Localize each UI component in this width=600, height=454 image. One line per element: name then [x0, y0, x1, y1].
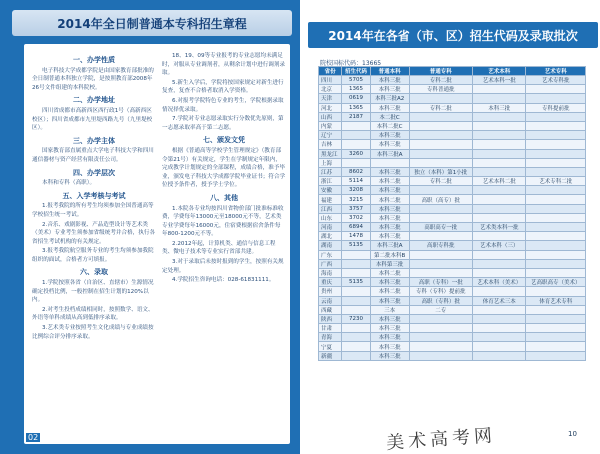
table-cell [526, 204, 586, 213]
table-cell [409, 250, 473, 259]
table-cell: 本科三批 [370, 140, 409, 149]
table-cell: 山东 [319, 213, 342, 222]
table-cell: 本科二批C [370, 121, 409, 130]
table-cell: 高职（高专）批 [409, 195, 473, 204]
admission-table-header [319, 67, 586, 76]
table-cell [473, 324, 526, 333]
table-row [319, 94, 586, 103]
table-cell [526, 232, 586, 241]
table-cell: 3215 [342, 195, 370, 204]
table-cell: 四川 [319, 76, 342, 85]
table-cell [526, 342, 586, 351]
institution-code-note: 院校国标代码：13665 [320, 60, 382, 67]
section-paragraph: 四川省成都市高新西区西行政1号（高新西区校区）；四川省成都市九里堤西路九号（九里堤校区）。 [32, 107, 153, 132]
column-header: 招生代码 [342, 67, 370, 76]
table-cell: 本科二批 [370, 268, 409, 277]
table-cell: 陕西 [319, 314, 342, 323]
section-paragraph: 4.学院招生咨询电话：028-61831111。 [172, 277, 275, 284]
table-row [319, 324, 586, 333]
table-row [319, 121, 586, 130]
table-row [319, 112, 586, 121]
table-cell [342, 140, 370, 149]
table-cell [409, 158, 473, 167]
table-cell [342, 259, 370, 268]
table-cell: 艺术本科（三） [473, 241, 526, 250]
table-cell: 本科三批 [370, 85, 409, 94]
section-paragraph: 3.艺术类专业按照考生文化成绩与专业成绩按比例综合评分排序录取。 [32, 325, 154, 340]
table-cell [409, 232, 473, 241]
table-cell: 宁夏 [319, 342, 342, 351]
table-cell: 1478 [342, 232, 370, 241]
section-heading: 七、颁发文凭 [203, 136, 245, 145]
table-cell [473, 85, 526, 94]
table-cell: 本科三批A2 [370, 94, 409, 103]
table-cell: 本科三批 [370, 333, 409, 342]
table-cell [342, 158, 370, 167]
section-heading: 六、录取 [80, 268, 108, 277]
table-cell: 广西 [319, 259, 342, 268]
section-paragraph: 本科和专科（高职）。 [42, 180, 96, 187]
admission-table-body [319, 76, 586, 361]
table-cell: 本科二批 [370, 177, 409, 186]
table-cell: 3702 [342, 213, 370, 222]
table-cell: 江西 [319, 204, 342, 213]
table-cell [473, 305, 526, 314]
table-cell [409, 204, 473, 213]
table-cell [473, 131, 526, 140]
table-cell [342, 250, 370, 259]
column-header: 普通本科 [370, 67, 409, 76]
table-row [319, 314, 586, 323]
table-cell: 体育艺术专科 [526, 296, 586, 305]
table-cell [473, 121, 526, 130]
table-cell [526, 140, 586, 149]
table-cell: 本科三批 [370, 76, 409, 85]
table-cell: 专科提前批 [526, 103, 586, 112]
table-cell [409, 259, 473, 268]
table-cell: 艺高职高专（美术） [526, 278, 586, 287]
table-cell: 专科二批 [409, 103, 473, 112]
table-cell: 艺术专科批 [526, 76, 586, 85]
table-row [319, 232, 586, 241]
table-row [319, 259, 586, 268]
section-paragraph: 根据《普通高等学校学生管理规定》（教育部令第21号）有关规定，学生在学制规定年限内，完成教学计划规定的全部课程，成绩合格，准予毕业，颁发电子科技大学成都学院毕业证书；符合学位授予条件者，授予学士学位。 [162, 147, 286, 189]
section-paragraph: 2.对考生投档成绩相同时，按照数学、语文、外语等单科成绩从高到低排序录取。 [32, 306, 154, 322]
table-cell [526, 94, 586, 103]
table-row [319, 85, 586, 94]
table-cell: 本科三批 [370, 278, 409, 287]
table-cell: 贵州 [319, 287, 342, 296]
table-cell: 本科三批A [370, 241, 409, 250]
table-row [319, 241, 586, 250]
table-cell: 福建 [319, 195, 342, 204]
section-paragraph: 5.新生入学后，学院将按国家规定对新生进行复查，复查不合格者取消入学资格。 [162, 79, 284, 95]
table-cell: 3260 [342, 149, 370, 158]
table-cell: 山西 [319, 112, 342, 121]
section-paragraph: 18、19、09等专业报考的专业志愿均未满足时，对服从专业调剂者，从剩余计划中进行调剂录取。 [162, 53, 286, 77]
table-cell: 6894 [342, 223, 370, 232]
table-cell [342, 342, 370, 351]
section-heading: 二、办学地址 [73, 96, 115, 105]
table-row [319, 223, 586, 232]
table-row [319, 213, 586, 222]
table-cell [473, 94, 526, 103]
table-cell: 3757 [342, 204, 370, 213]
table-row [319, 149, 586, 158]
table-cell: 北京 [319, 85, 342, 94]
table-cell: 江苏 [319, 167, 342, 176]
section-paragraph: 2.2012年起，计算机类、通信与信息工程类、微电子技术等专业实行省部共建。 [162, 240, 276, 256]
table-cell: 本科三批 [370, 342, 409, 351]
table-cell [526, 314, 586, 323]
table-cell [526, 131, 586, 140]
column-header: 省份 [319, 67, 342, 76]
table-cell [473, 250, 526, 259]
table-cell: 本科三批 [370, 204, 409, 213]
table-cell [409, 213, 473, 222]
section-heading: 四、办学层次 [73, 168, 115, 177]
table-cell [526, 351, 586, 360]
table-cell: 本科第三批 [370, 259, 409, 268]
table-row [319, 167, 586, 176]
left-page-body [24, 44, 290, 444]
left-column-1 [32, 52, 156, 342]
table-cell: 专科二批 [409, 177, 473, 186]
table-cell: 本科三批 [370, 223, 409, 232]
table-cell: 高职专科批 [409, 241, 473, 250]
table-row [319, 333, 586, 342]
table-cell: 广东 [319, 250, 342, 259]
table-cell: 本科三批A [370, 149, 409, 158]
table-cell: 本科三批 [370, 213, 409, 222]
table-cell [526, 259, 586, 268]
table-cell [473, 287, 526, 296]
table-cell [526, 305, 586, 314]
section-heading: 五、入学考核与考试 [62, 191, 126, 200]
table-cell [342, 333, 370, 342]
table-row [319, 296, 586, 305]
section-paragraph: 7.学院对专业志愿录取实行分数优先原则，第一志愿录取率高于第二志愿。 [162, 116, 284, 131]
table-cell: 湖北 [319, 232, 342, 241]
section-heading: 一、办学性质 [73, 56, 115, 64]
table-cell: 上海 [319, 158, 342, 167]
table-cell [409, 112, 473, 121]
table-cell [342, 121, 370, 130]
table-cell: 5135 [342, 241, 370, 250]
table-cell [473, 149, 526, 158]
table-cell: 5114 [342, 177, 370, 186]
table-cell [342, 131, 370, 140]
table-cell: 本二批C [370, 112, 409, 121]
table-cell [342, 324, 370, 333]
table-cell [526, 250, 586, 259]
table-cell [473, 333, 526, 342]
table-cell: 黑龙江 [319, 149, 342, 158]
table-cell: 高职（专科）批 [409, 296, 473, 305]
table-cell [342, 268, 370, 277]
table-cell: 2187 [342, 112, 370, 121]
table-row [319, 140, 586, 149]
table-cell: 云南 [319, 296, 342, 305]
column-header: 艺术专科 [526, 67, 586, 76]
left-column-2 [162, 52, 286, 286]
watermark-logo: 美术高考网 [385, 425, 497, 454]
table-row [319, 186, 586, 195]
table-cell: 8602 [342, 167, 370, 176]
section-paragraph: 国家教育部直属重点大学电子科技大学和四川通信器材与资产经营有限责任公司。 [32, 148, 154, 163]
table-cell: 海南 [319, 268, 342, 277]
table-cell [409, 268, 473, 277]
left-page-number: 02 [28, 433, 39, 442]
table-cell [409, 324, 473, 333]
table-cell [473, 158, 526, 167]
table-cell [526, 268, 586, 277]
table-cell [526, 324, 586, 333]
table-cell [409, 140, 473, 149]
table-cell: 本科二批 [370, 195, 409, 204]
table-cell [342, 287, 370, 296]
table-row [319, 76, 586, 85]
section-paragraph: 1.本院各专业均按四川省物价部门批准标准收费，学费每年13000元至18000元不等，艺术类专业学费每年16000元，住宿费根据宿舍条件每年800-1200元不等。 [162, 205, 284, 238]
table-cell: 内蒙 [319, 121, 342, 130]
table-row [319, 250, 586, 259]
table-cell: 独立（本科）第1小批 [409, 167, 473, 176]
table-cell: 本科三批 [370, 131, 409, 140]
table-cell [342, 296, 370, 305]
section-paragraph: 6.对报考学院特色专业的考生，学院根据录取情况择优录取。 [162, 97, 284, 113]
table-row [319, 287, 586, 296]
table-cell: 7230 [342, 314, 370, 323]
section-paragraph: 1.报考我院的所有考生均须参加全国普通高等学校招生统一考试。 [32, 203, 154, 218]
table-cell: 艺术本科二批 [473, 177, 526, 186]
table-cell: 3208 [342, 186, 370, 195]
table-cell [526, 223, 586, 232]
table-cell [473, 259, 526, 268]
section-heading: 八、其他 [210, 193, 238, 202]
table-cell: 天津 [319, 94, 342, 103]
table-cell: 西藏 [319, 305, 342, 314]
table-cell [409, 149, 473, 158]
section-heading: 三、办学主体 [73, 136, 115, 145]
table-cell [526, 167, 586, 176]
table-cell [370, 158, 409, 167]
table-cell [473, 186, 526, 195]
table-cell: 高职高专一批 [409, 223, 473, 232]
table-cell [342, 351, 370, 360]
table-cell [473, 140, 526, 149]
table-row [319, 195, 586, 204]
table-cell: 0619 [342, 94, 370, 103]
table-cell [409, 333, 473, 342]
section-paragraph: 3.报考我院航空服务专业的考生均须参加我院组织的面试，合格者方可填报。 [32, 248, 154, 263]
table-cell [526, 241, 586, 250]
table-cell [526, 195, 586, 204]
table-cell: 本科三批 [370, 324, 409, 333]
section-paragraph: 电子科技大学成都学院是由国家教育部批准的全日制普通本科独立学院，是按照教育部2008年26号文件组建的本科院校。 [32, 67, 154, 91]
table-row [319, 177, 586, 186]
table-row [319, 342, 586, 351]
table-cell [473, 167, 526, 176]
table-cell [526, 333, 586, 342]
table-cell: 体育艺术三本 [473, 296, 526, 305]
table-cell: 1365 [342, 85, 370, 94]
table-cell: 本科三批 [473, 103, 526, 112]
table-cell: 5705 [342, 76, 370, 85]
table-cell: 本科三批 [370, 351, 409, 360]
table-row [319, 278, 586, 287]
table-cell: 本科三批 [370, 103, 409, 112]
table-cell [473, 112, 526, 121]
table-row [319, 103, 586, 112]
table-cell [473, 213, 526, 222]
table-cell [526, 121, 586, 130]
table-cell: 湖南 [319, 241, 342, 250]
table-cell: 艺术专科二批 [526, 177, 586, 186]
table-cell [526, 213, 586, 222]
table-cell: 吉林 [319, 140, 342, 149]
table-cell [526, 287, 586, 296]
table-cell: 青海 [319, 333, 342, 342]
table-cell [473, 342, 526, 351]
table-cell [526, 158, 586, 167]
table-row [319, 268, 586, 277]
table-cell: 高职（专科）一批 [409, 278, 473, 287]
table-cell: 甘肃 [319, 324, 342, 333]
table-cell: 河北 [319, 103, 342, 112]
table-cell [526, 149, 586, 158]
table-cell: 本科三批 [370, 296, 409, 305]
table-cell: 本科三批 [370, 232, 409, 241]
table-cell: 1365 [342, 103, 370, 112]
table-cell [409, 131, 473, 140]
table-cell [409, 314, 473, 323]
table-cell: 本科三批 [370, 186, 409, 195]
table-cell: 本科二批 [370, 287, 409, 296]
table-cell: 安徽 [319, 186, 342, 195]
table-cell [473, 204, 526, 213]
table-cell [409, 351, 473, 360]
right-page-number: 10 [568, 430, 577, 438]
left-page-title: 2014年全日制普通本专科招生章程 [12, 10, 292, 36]
column-header: 普通专科 [409, 67, 473, 76]
table-row [319, 305, 586, 314]
table-cell: 第二批本科B [370, 250, 409, 259]
table-cell [473, 351, 526, 360]
table-cell [526, 186, 586, 195]
table-cell: 本科三批 [370, 314, 409, 323]
table-cell: 新疆 [319, 351, 342, 360]
table-cell: 重庆 [319, 278, 342, 287]
right-page [300, 0, 600, 454]
table-cell [526, 112, 586, 121]
table-cell: 专科普通批 [409, 85, 473, 94]
table-cell [409, 94, 473, 103]
table-cell [409, 121, 473, 130]
table-cell: 三本 [370, 305, 409, 314]
table-row [319, 204, 586, 213]
table-cell: 艺术本科一批 [473, 76, 526, 85]
table-cell: 辽宁 [319, 131, 342, 140]
table-cell: 本科三批 [370, 167, 409, 176]
table-cell: 艺术类本科一批 [473, 223, 526, 232]
column-header: 艺术本科 [473, 67, 526, 76]
table-cell [473, 314, 526, 323]
admission-table [318, 66, 586, 361]
section-paragraph: 2.音乐、戏剧影视、产品造型设计等艺术类（美术）专业考生须参加省级统考并合格，执行各省招生考试机构的有关规定。 [32, 221, 156, 245]
table-cell [473, 195, 526, 204]
table-cell: 专科（专科）提前批 [409, 287, 473, 296]
table-cell: 专科二批 [409, 76, 473, 85]
right-page-title: 2014年在各省（市、区）招生代码及录取批次 [308, 22, 598, 48]
table-cell [409, 186, 473, 195]
table-row [319, 158, 586, 167]
table-cell: 5135 [342, 278, 370, 287]
table-row [319, 351, 586, 360]
table-cell: 二专 [409, 305, 473, 314]
table-cell [526, 85, 586, 94]
section-paragraph: 3.对于录取后未按时报到的学生，按照有关规定处理。 [162, 259, 284, 274]
table-cell: 浙江 [319, 177, 342, 186]
table-cell: 艺术本科（美术） [473, 278, 526, 287]
table-cell [342, 305, 370, 314]
section-paragraph: 1.学院按照各省（自治区、直辖市）生源情况确定投档比例，一般控制在招生计划的120%以内。 [32, 280, 154, 304]
table-cell: 河南 [319, 223, 342, 232]
table-row [319, 131, 586, 140]
table-cell [409, 342, 473, 351]
table-cell [473, 232, 526, 241]
table-cell [473, 268, 526, 277]
